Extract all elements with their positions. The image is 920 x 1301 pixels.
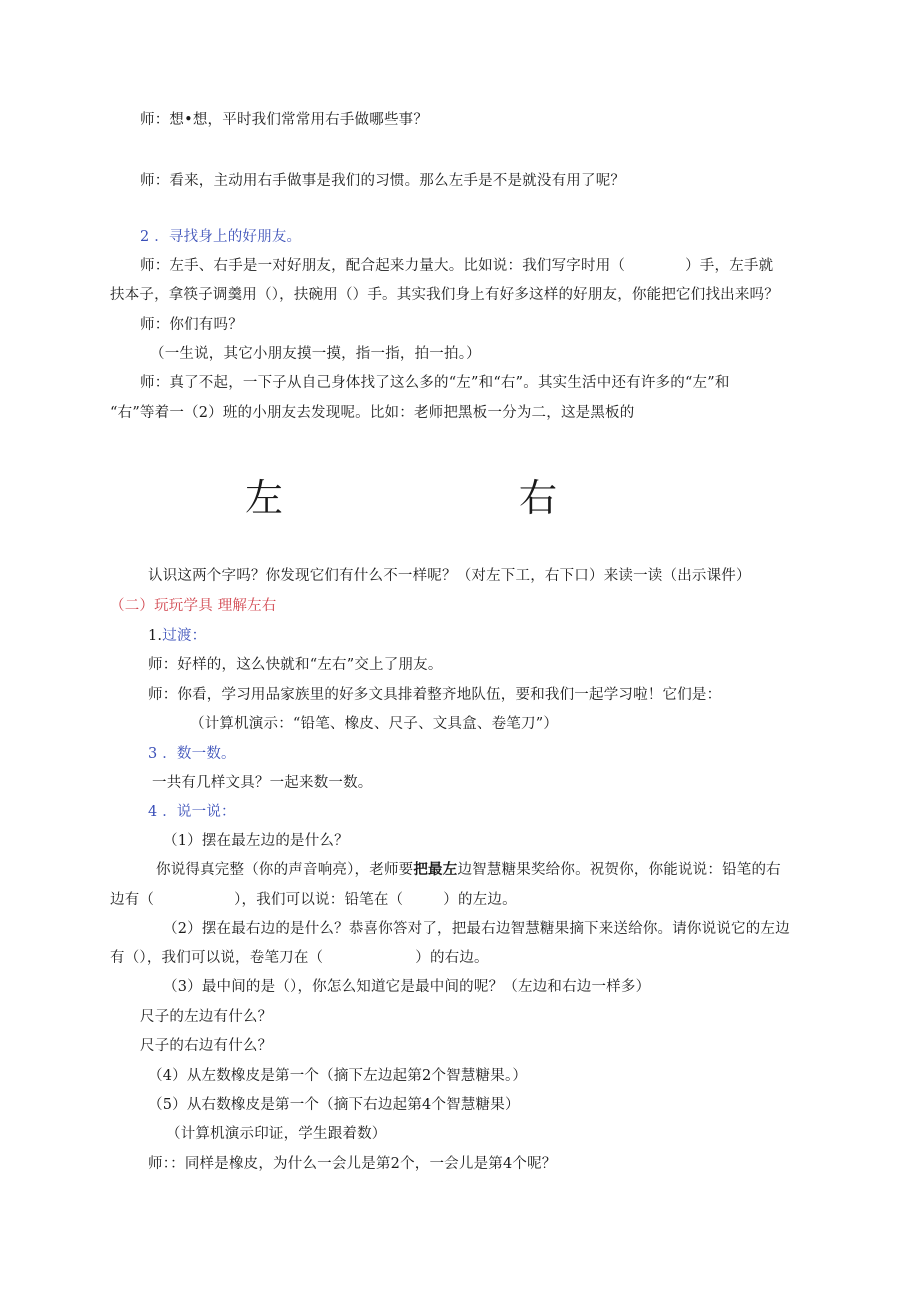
text-segment: ），我们可以说：铅笔在（	[234, 892, 404, 908]
text-line: （1）摆在最左边的是什么？	[163, 833, 349, 849]
text-line: 师：想•想，平时我们常常用右手做哪些事？	[140, 112, 429, 128]
text-line: （5）从右数橡皮是第一个（摘下右边起第4个智慧糖果）	[148, 1097, 520, 1113]
text-segment: 师：左手、右手是一对好朋友，配合起来力量大。比如说：我们写字时用（	[140, 258, 626, 274]
text-segment: 你说得真完整（你的声音响亮），老师要	[156, 862, 414, 878]
character-right: 右	[519, 476, 558, 520]
text-line	[110, 891, 517, 909]
character-left: 左	[245, 476, 284, 520]
text-line	[110, 949, 489, 967]
text-line: 师：你看，学习用品家族里的好多文具排着整齐地队伍，要和我们一起学习啦！它们是：	[148, 687, 722, 703]
subheading: 3 ．数一数。	[148, 746, 236, 762]
text-segment: ）的右边。	[415, 950, 489, 966]
text-line: 认识这两个字吗？你发现它们有什么不一样呢？（对左下工，右下口）来读一读（出示课件）	[148, 568, 751, 584]
text-line: 师：：同样是橡皮，为什么一会儿是第2个，一会儿是第4个呢？	[148, 1156, 557, 1172]
text-segment: 有（），我们可以说，卷笔刀在（	[110, 950, 324, 966]
text-line: 一共有几样文具？一起来数一数。	[152, 775, 373, 791]
text-line: 师：你们有吗？	[140, 317, 243, 333]
subheading-text: 过渡：	[162, 628, 207, 644]
text-line: 尺子的右边有什么？	[140, 1038, 273, 1054]
text-segment: 边有（	[110, 892, 155, 908]
section-heading: （二）玩玩学具 理解左右	[110, 598, 277, 614]
text-line	[156, 861, 781, 879]
text-line: （2）摆在最右边的是什么？恭喜你答对了，把最右边智慧糖果摘下来送给你。请你说说它的左边	[163, 921, 790, 937]
text-line: 师：好样的，这么快就和“左右”交上了朋友。	[148, 657, 443, 673]
text-segment: 边智慧糖果奖给你。祝贺你，你能说说：铅笔的右	[457, 862, 781, 878]
text-line: （4）从左数橡皮是第一个（摘下左边起第2个智慧糖果。）	[148, 1068, 528, 1084]
text-line: （计算机演示：“铅笔、橡皮、尺子、文具盒、卷笔刀”）	[190, 716, 559, 732]
text-line: （计算机演示印证，学生跟着数）	[166, 1126, 387, 1142]
text-line: （一生说，其它小朋友摸一摸，指一指，拍一拍。）	[150, 346, 481, 362]
text-line: 扶本子，拿筷子调羹用（），扶碗用（）手。其实我们身上有好多这样的好朋友，你能把它们找出来吗？	[110, 287, 779, 303]
text-line: 尺子的左边有什么？	[140, 1009, 273, 1025]
text-segment-bold: 把最左	[413, 862, 458, 878]
text-segment: ）手，左手就	[685, 258, 774, 274]
subheading: 4 ．说一说：	[148, 804, 236, 820]
text-line: （3）最中间的是（），你怎么知道它是最中间的呢？（左边和右边一样多）	[163, 979, 651, 995]
text-line: 师：真了不起，一下子从自己身体找了这么多的“左”和“右”。其实生活中还有许多的“左”和	[140, 375, 730, 391]
subheading	[148, 627, 206, 645]
subheading: 2 ．寻找身上的好朋友。	[140, 229, 302, 245]
text-line	[140, 257, 773, 275]
subheading-number: 1.	[148, 628, 163, 644]
text-segment: ）的左边。	[443, 892, 517, 908]
text-line: “右”等着一（2）班的小朋友去发现呢。比如：老师把黑板一分为二，这是黑板的	[110, 405, 635, 421]
text-line: 师：看来，主动用右手做事是我们的习惯。那么左手是不是就没有用了呢？	[140, 173, 626, 189]
